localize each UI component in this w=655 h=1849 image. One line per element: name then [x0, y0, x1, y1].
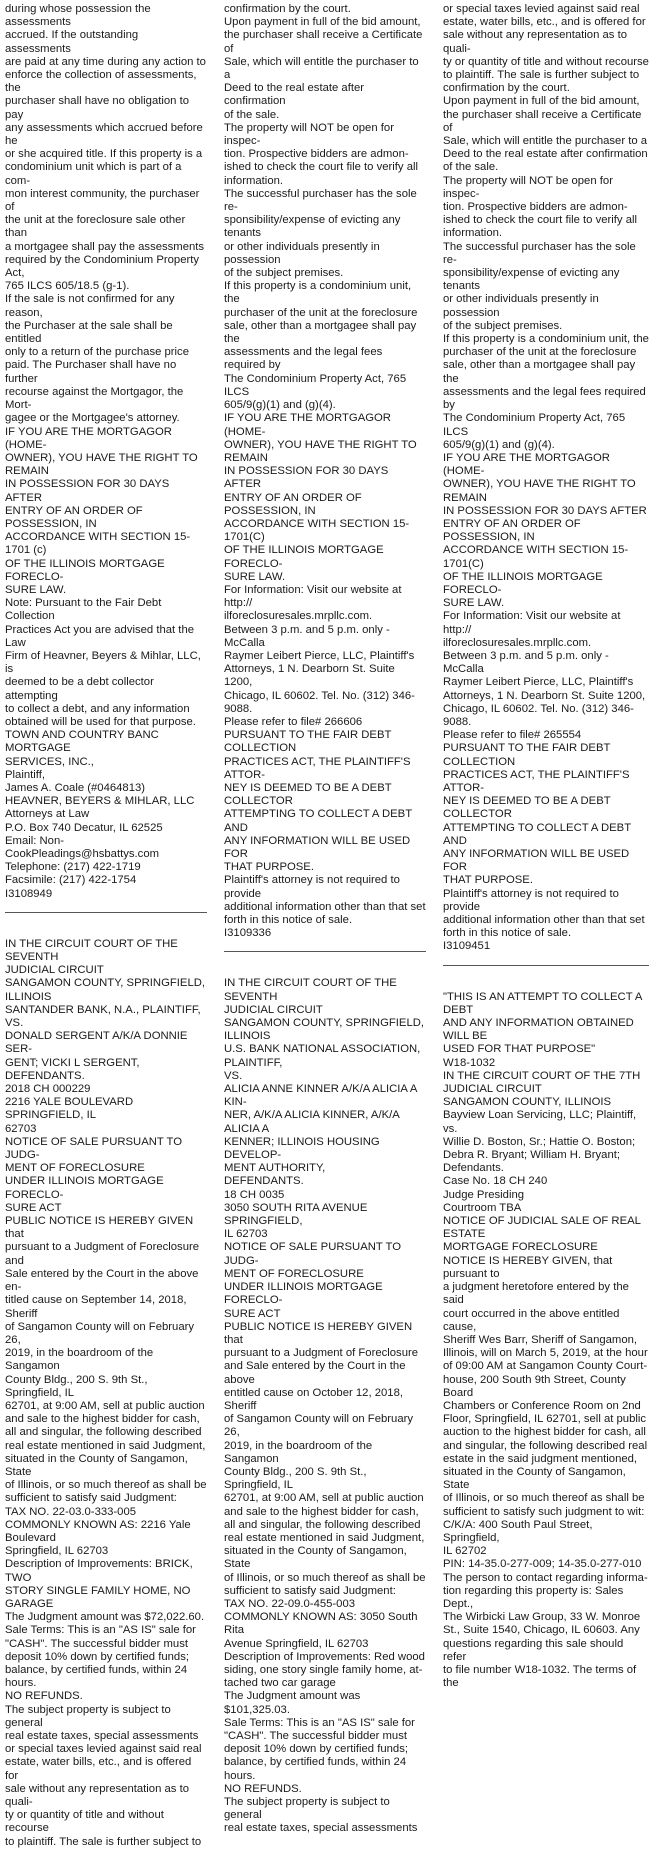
text-line: deposit 10% down by certified funds;: [5, 1650, 189, 1663]
text-line: purchaser shall have no obligation to pay: [5, 95, 190, 121]
text-line: COMMONLY KNOWN AS: 2216 Yale: [5, 1518, 191, 1531]
text-line: I3109451: [443, 940, 491, 953]
text-line: KENNER; ILLINOIS HOUSING DEVELOP-: [224, 1135, 380, 1162]
text-line: For Information: Visit our website at http://: [443, 610, 621, 636]
text-line: Chicago, IL 60602. Tel. No. (312) 346-9088.: [224, 689, 415, 715]
text-line: W18-1032: [443, 1056, 496, 1069]
text-line: additional information other than that set: [224, 900, 426, 913]
text-line: ilforeclosuresales.mrpllc.com.: [443, 636, 592, 649]
text-line: SURE LAW.: [224, 570, 286, 583]
text-line: pursuant to a Judgment of Foreclosure and: [5, 1241, 200, 1267]
text-line: "THIS IS AN ATTEMPT TO COLLECT A DEBT: [443, 990, 642, 1016]
foreclosure-notice-bayview: [443, 991, 649, 1691]
text-line: ANY INFORMATION WILL BE USED FOR: [224, 834, 411, 860]
text-line: sale, other than a mortgagee shall pay the: [443, 359, 636, 385]
text-line: U.S. BANK NATIONAL ASSOCIATION,: [224, 1043, 421, 1056]
text-line: estate, water bills, etc., and is offered for: [5, 1756, 192, 1782]
text-line: ATTEMPTING TO COLLECT A DEBT AND: [224, 808, 412, 834]
text-line: SURE ACT: [224, 1307, 281, 1320]
text-line: STORY SINGLE FAMILY HOME, NO GARAGE: [5, 1584, 191, 1610]
text-line: SURE LAW.: [443, 597, 505, 610]
text-line: "CASH". The successful bidder must: [5, 1637, 188, 1650]
text-line: vs.: [443, 1122, 458, 1135]
text-line: situated in the County of Sangamon, State: [443, 1465, 626, 1492]
notice-separator: [5, 912, 207, 913]
text-line: required by the Condominium Property Act,: [5, 253, 200, 280]
text-line: the unit at the foreclosure sale other than: [5, 214, 186, 240]
text-line: SURE LAW.: [5, 583, 67, 596]
text-line: any assessments which accrued before he: [5, 121, 203, 148]
text-line: DONALD SERGENT A/K/A DONNIE SER-: [5, 1030, 188, 1056]
text-line: Telephone: (217) 422-1719: [5, 861, 141, 874]
text-line: real estate taxes, special assessments: [5, 1730, 199, 1742]
text-line: 2216 YALE BOULEVARD SPRINGFIELD, IL: [5, 1096, 134, 1122]
text-line: ILLINOIS: [224, 1030, 271, 1043]
text-line: tion. Prospective bidders are admon-: [443, 201, 628, 214]
text-line: MENT AUTHORITY,: [224, 1162, 326, 1175]
text-line: St., Suite 1540, Chicago, IL 60603. Any: [443, 1624, 640, 1637]
text-line: Floor, Springfield, IL 62701, sell at public: [443, 1413, 647, 1426]
text-line: THAT PURPOSE.: [443, 874, 533, 887]
text-line: Chicago, IL 60602. Tel. No. (312) 346-9088.: [443, 702, 634, 728]
text-line: PURSUANT TO THE FAIR DEBT COLLECTION: [224, 729, 392, 755]
text-line: Boulevard: [5, 1531, 56, 1544]
text-line: DEFENDANTS.: [224, 1175, 304, 1188]
text-line: real estate taxes, special assessments: [224, 1822, 418, 1835]
text-line: Plaintiff's attorney is not required to provide: [443, 887, 619, 913]
text-line: 62701, at 9:00 AM, sell at public auction: [5, 1399, 205, 1412]
text-line: and sale to the highest bidder for cash,: [5, 1413, 200, 1426]
text-line: of the sale.: [224, 108, 280, 121]
text-line: sufficient to satisfy said Judgment:: [224, 1584, 396, 1597]
column-1: [5, 3, 207, 1849]
text-line: Springfield, IL 62703: [5, 1545, 109, 1558]
text-line: ty or quantity of title and without recourse: [5, 1809, 164, 1835]
text-line: Note: Pursuant to the Fair Debt Collection: [5, 597, 162, 623]
text-line: The Condominium Property Act, 765 ILCS: [224, 372, 407, 398]
text-line: IF YOU ARE THE MORTGAGOR (HOME-: [5, 425, 172, 451]
text-line: gagee or the Mortgagee's attorney.: [5, 412, 180, 425]
text-line: all and singular, the following described: [224, 1518, 421, 1531]
notice-separator: [224, 951, 426, 952]
text-line: Bayview Loan Servicing, LLC; Plaintiff,: [443, 1109, 637, 1122]
text-line: OWNER), YOU HAVE THE RIGHT TO REMAIN: [224, 438, 417, 464]
text-line: The Judgment amount was $101,325.03.: [224, 1690, 361, 1716]
text-line: estate, water bills, etc., and is offered for: [443, 16, 646, 29]
text-line: auction to the highest bidder for cash, all: [443, 1426, 646, 1439]
text-line: IF YOU ARE THE MORTGAGOR (HOME-: [443, 451, 610, 478]
text-line: of Illinois, or so much thereof as shall be: [5, 1479, 207, 1492]
text-line: PRACTICES ACT, THE PLAINTIFF'S ATTOR-: [224, 755, 411, 781]
text-line: VS.: [5, 1017, 24, 1030]
text-line: AND ANY INFORMATION OBTAINED WILL BE: [443, 1017, 634, 1043]
text-line: UNDER ILLINOIS MORTGAGE FORECLO-: [224, 1281, 383, 1307]
text-line: all and singular, the following described: [5, 1426, 202, 1439]
text-line: JUDICIAL CIRCUIT: [443, 1083, 542, 1096]
text-line: during whose possession the assessments: [5, 3, 151, 29]
text-line: 2019, in the boardroom of the Sangamon: [224, 1439, 373, 1465]
text-line: ished to check the court file to verify all: [443, 214, 638, 227]
text-line: house, 200 South 9th Street, County Board: [443, 1373, 626, 1399]
column-2: [224, 3, 426, 1836]
text-line: the Purchaser at the sale shall be entitled: [5, 319, 173, 346]
text-line: deposit 10% down by certified funds;: [224, 1743, 408, 1756]
text-line: to plaintiff. The sale is further subject to: [443, 69, 640, 82]
text-line: County Bldg., 200 S. 9th St., Springfield, IL: [224, 1465, 367, 1492]
text-line: confirmation by the court.: [443, 82, 570, 95]
text-line: Sale entered by the Court in the above en-: [5, 1267, 199, 1294]
text-line: assessments and the legal fees required by: [443, 385, 646, 412]
text-line: situated in the County of Sangamon, State: [224, 1545, 407, 1571]
text-line: James A. Coale (#0464813): [5, 781, 146, 794]
text-line: Deed to the real estate after confirmation: [443, 148, 648, 161]
foreclosure-notice-us-bank: [224, 977, 426, 1835]
text-line: are paid at any time during any action to: [5, 55, 206, 68]
text-line: MORTGAGE FORECLOSURE: [443, 1241, 598, 1254]
text-line: Facsimile: (217) 422-1754: [5, 874, 137, 887]
text-line: information.: [224, 174, 284, 187]
text-line: Plaintiff's attorney is not required to provide: [224, 874, 400, 900]
text-line: forth in this notice of sale.: [224, 914, 353, 927]
text-line: and singular, the following described real: [443, 1439, 648, 1452]
text-line: questions regarding this sale should refer: [443, 1637, 624, 1663]
text-line: Illinois, will on March 5, 2019, at the hour: [443, 1347, 648, 1360]
text-line: or special taxes levied against said real: [443, 3, 640, 15]
text-line: THAT PURPOSE.: [224, 861, 314, 874]
text-line: 18 CH 0035: [224, 1188, 285, 1201]
text-line: Please refer to file# 265554: [443, 729, 582, 742]
text-line: ilforeclosuresales.mrpllc.com.: [224, 610, 373, 623]
text-line: IN POSSESSION FOR 30 DAYS AFTER: [224, 465, 389, 491]
text-line: NOTICE OF SALE PURSUANT TO JUDG-: [224, 1241, 402, 1267]
text-line: Email: Non-CookPleadings@hsbattys.com: [5, 834, 160, 860]
text-line: sponsibility/expense of evicting any tenants: [224, 214, 401, 240]
text-line: ATTEMPTING TO COLLECT A DEBT AND: [443, 821, 631, 847]
text-line: IN THE CIRCUIT COURT OF THE 7TH: [443, 1069, 641, 1082]
text-line: sale, other than a mortgagee shall pay the: [224, 319, 417, 346]
text-line: purchaser of the unit at the foreclosure: [224, 306, 418, 319]
text-line: IN THE CIRCUIT COURT OF THE SEVENTH: [5, 937, 178, 964]
text-line: OWNER), YOU HAVE THE RIGHT TO REMAIN: [443, 478, 636, 504]
text-line: Description of Improvements: BRICK, TWO: [5, 1558, 193, 1584]
text-line: mon interest community, the purchaser of: [5, 187, 200, 214]
text-line: or other individuals presently in possession: [443, 293, 599, 319]
text-line: For Information: Visit our website at http://: [224, 583, 402, 610]
text-line: IL 62703: [224, 1228, 268, 1241]
notice-continuation: [5, 3, 207, 901]
text-line: sufficient to satisfy such judgment to wit:: [443, 1505, 645, 1518]
text-line: County Bldg., 200 S. 9th St., Springfield, IL: [5, 1373, 148, 1399]
text-line: 62703: [5, 1122, 37, 1135]
text-line: NEY IS DEEMED TO BE A DEBT COLLECTOR: [224, 781, 392, 808]
text-line: COMMONLY KNOWN AS: 3050 South Rita: [224, 1611, 418, 1637]
text-line: Defendants.: [443, 1162, 504, 1175]
text-line: MENT OF FORECLOSURE: [5, 1162, 145, 1175]
text-line: 605/9(g)(1) and (g)(4).: [224, 399, 336, 412]
text-line: ished to check the court file to verify all: [224, 161, 419, 174]
text-line: information.: [443, 227, 503, 240]
text-line: real estate mentioned in said Judgment,: [5, 1439, 206, 1452]
text-line: PUBLIC NOTICE IS HEREBY GIVEN that: [224, 1320, 413, 1346]
text-line: The subject property is subject to general: [5, 1703, 171, 1729]
text-line: SANGAMON COUNTY, SPRINGFIELD,: [5, 977, 206, 990]
text-line: P.O. Box 740 Decatur, IL 62525: [5, 821, 163, 834]
text-line: SURE ACT: [5, 1201, 62, 1214]
text-line: Upon payment in full of the bid amount,: [443, 95, 640, 108]
text-line: PURSUANT TO THE FAIR DEBT COLLECTION: [443, 742, 611, 768]
text-line: Deed to the real estate after confirmation: [224, 82, 365, 108]
text-line: estate in the said judgment mentioned,: [443, 1452, 638, 1465]
text-line: paid. The Purchaser shall have no further: [5, 359, 177, 385]
text-line: The successful purchaser has the sole re-: [443, 240, 636, 266]
text-line: SANTANDER BANK, N.A., PLAINTIFF,: [5, 1003, 201, 1016]
text-line: Avenue Springfield, IL 62703: [224, 1637, 369, 1650]
text-line: IL 62702: [443, 1545, 487, 1558]
text-line: Practices Act you are advised that the Law: [5, 623, 195, 649]
text-line: NOTICE OF JUDICIAL SALE OF REAL: [443, 1215, 641, 1228]
text-line: VS.: [224, 1069, 243, 1082]
text-line: ANY INFORMATION WILL BE USED FOR: [443, 848, 630, 874]
text-line: Plaintiff,: [5, 768, 45, 781]
text-line: of the subject premises.: [224, 267, 344, 280]
text-line: obtained will be used for that purpose.: [5, 715, 196, 728]
text-line: JUDICIAL CIRCUIT: [5, 964, 104, 977]
text-line: pursuant to a Judgment of Foreclosure: [224, 1347, 419, 1360]
text-line: MENT OF FORECLOSURE: [224, 1267, 364, 1280]
text-line: Raymer Leibert Pierce, LLC, Plaintiff's: [443, 676, 634, 689]
text-line: the purchaser shall receive a Certificate of: [224, 29, 423, 55]
text-line: Sale, which will entitle the purchaser to a: [443, 135, 648, 148]
text-line: The successful purchaser has the sole re-: [224, 187, 417, 214]
text-line: confirmation by the court.: [224, 3, 351, 15]
text-line: 605/9(g)(1) and (g)(4).: [443, 438, 555, 451]
text-line: of the sale.: [443, 161, 499, 174]
text-line: recourse against the Mortgagor, the Mort-: [5, 385, 184, 412]
text-line: a mortgagee shall pay the assessments: [5, 240, 205, 253]
text-line: NER, A/K/A ALICIA KINNER, A/K/A ALICIA A: [224, 1109, 400, 1135]
text-line: ILLINOIS: [5, 990, 52, 1003]
text-line: Case No. 18 CH 240: [443, 1175, 548, 1188]
notice-separator: [443, 965, 649, 966]
text-line: 2019, in the boardroom of the Sangamon: [5, 1347, 154, 1373]
text-line: and Sale entered by the Court in the above: [224, 1360, 406, 1386]
notice-continuation: [224, 3, 426, 940]
text-line: SANGAMON COUNTY, SPRINGFIELD,: [224, 1017, 425, 1030]
text-line: 3050 SOUTH RITA AVENUE SPRINGFIELD,: [224, 1201, 368, 1228]
text-line: ENTRY OF AN ORDER OF POSSESSION, IN: [224, 491, 362, 517]
text-line: TAX NO. 22-09.0-455-003: [224, 1597, 356, 1610]
text-line: TOWN AND COUNTRY BANC MORTGAGE: [5, 729, 159, 755]
text-line: UNDER ILLINOIS MORTGAGE FORECLO-: [5, 1175, 164, 1201]
text-line: Sale Terms: This is an "AS IS" sale for: [224, 1716, 415, 1729]
text-line: Firm of Heavner, Beyers & Mihlar, LLC, is: [5, 649, 201, 676]
text-line: OWNER), YOU HAVE THE RIGHT TO REMAIN: [5, 451, 198, 478]
text-line: The person to contact regarding informa-: [443, 1571, 648, 1584]
text-line: ACCORDANCE WITH SECTION 15-1701(C): [443, 544, 629, 570]
text-line: ENTRY OF AN ORDER OF POSSESSION, IN: [5, 504, 143, 530]
text-line: of 09:00 AM at Sangamon County Court-: [443, 1360, 648, 1373]
text-line: NOTICE IS HEREBY GIVEN, that pursuant to: [443, 1254, 613, 1280]
foreclosure-notice-santander: [5, 938, 207, 1849]
text-line: I3109336: [224, 927, 272, 940]
column-3: [443, 3, 649, 1690]
text-line: additional information other than that set: [443, 914, 645, 927]
text-line: ENTRY OF AN ORDER OF POSSESSION, IN: [443, 517, 581, 544]
text-line: PIN: 14-35.0-277-009; 14-35.0-277-010: [443, 1558, 642, 1571]
text-line: OF THE ILLINOIS MORTGAGE FORECLO-: [443, 570, 603, 596]
text-line: ACCORDANCE WITH SECTION 15-1701(C): [224, 517, 410, 544]
text-line: to plaintiff. The sale is further subject to: [5, 1835, 202, 1848]
text-line: SANGAMON COUNTY, ILLINOIS: [443, 1096, 612, 1109]
text-line: I3108949: [5, 887, 53, 900]
text-line: sale without any representation as to quali-: [443, 29, 627, 55]
text-line: Sale Terms: This is an "AS IS" sale for: [5, 1624, 196, 1637]
text-line: tion. Prospective bidders are admon-: [224, 148, 409, 161]
text-line: or she acquired title. If this property is a: [5, 148, 203, 161]
text-line: sufficient to satisfy said Judgment:: [5, 1492, 177, 1505]
text-line: The subject property is subject to general: [224, 1796, 390, 1822]
text-line: sale without any representation as to quali-: [5, 1782, 189, 1809]
text-line: Upon payment in full of the bid amount,: [224, 16, 421, 29]
text-line: Sheriff Wes Barr, Sheriff of Sangamon,: [443, 1333, 638, 1346]
text-line: NO REFUNDS.: [5, 1690, 83, 1703]
text-line: IN THE CIRCUIT COURT OF THE SEVENTH: [224, 977, 397, 1003]
text-line: IN POSSESSION FOR 30 DAYS AFTER: [443, 504, 647, 517]
text-line: condominium unit which is part of a com-: [5, 161, 182, 187]
text-line: HEAVNER, BEYERS & MIHLAR, LLC: [5, 795, 195, 808]
text-line: or other individuals presently in possession: [224, 240, 380, 266]
text-line: The Condominium Property Act, 765 ILCS: [443, 412, 626, 438]
text-line: NO REFUNDS.: [224, 1782, 302, 1795]
text-line: USED FOR THAT PURPOSE": [443, 1043, 596, 1056]
text-line: The property will NOT be open for inspec-: [224, 121, 394, 148]
text-line: NOTICE OF SALE PURSUANT TO JUDG-: [5, 1135, 183, 1162]
text-line: situated in the County of Sangamon, State: [5, 1452, 188, 1478]
text-line: forth in this notice of sale.: [443, 927, 572, 940]
text-line: accrued. If the outstanding assessments: [5, 29, 139, 55]
text-line: NEY IS DEEMED TO BE A DEBT COLLECTOR: [443, 795, 611, 821]
text-line: PRACTICES ACT, THE PLAINTIFF'S ATTOR-: [443, 768, 630, 794]
text-line: 765 ILCS 605/18.5 (g-1).: [5, 280, 130, 293]
text-line: Sale, which will entitle the purchaser to a: [224, 55, 419, 82]
text-line: OF THE ILLINOIS MORTGAGE FORECLO-: [224, 544, 384, 570]
text-line: or special taxes levied against said real: [5, 1743, 202, 1756]
text-line: ty or quantity of title and without recourse: [443, 55, 649, 68]
notice-continuation: [443, 3, 649, 954]
text-line: of Sangamon County will on February 26,: [5, 1320, 195, 1346]
text-line: Chambers or Conference Room on 2nd: [443, 1399, 641, 1412]
text-line: ACCORDANCE WITH SECTION 15-1701 (c): [5, 531, 191, 557]
text-line: to file number W18-1032. The terms of the: [443, 1663, 637, 1690]
text-line: only to a return of the purchase price: [5, 346, 189, 359]
text-line: TAX NO. 22-03.0-333-005: [5, 1505, 137, 1518]
text-line: Courtroom TBA: [443, 1201, 522, 1214]
text-line: tion regarding this property is: Sales Dept.,: [443, 1584, 624, 1610]
text-line: C/K/A: 400 South Paul Street, Springfield,: [443, 1518, 593, 1544]
text-line: entitled cause on October 12, 2018, Sheriff: [224, 1386, 403, 1412]
text-line: 2018 CH 000229: [5, 1083, 91, 1096]
text-line: a judgment heretofore entered by the said: [443, 1281, 629, 1307]
text-line: ESTATE: [443, 1228, 486, 1241]
text-line: to collect a debt, and any information: [5, 702, 190, 715]
text-line: deemed to be a debt collector attempting: [5, 676, 154, 702]
text-line: balance, by certified funds, within 24 hours.: [224, 1756, 407, 1782]
text-line: Judge Presiding: [443, 1188, 525, 1201]
text-line: of Sangamon County will on February 26,: [224, 1413, 414, 1439]
text-line: PUBLIC NOTICE IS HEREBY GIVEN that: [5, 1215, 194, 1241]
text-line: purchaser of the unit at the foreclosure: [443, 346, 637, 359]
text-line: "CASH". The successful bidder must: [224, 1730, 407, 1742]
text-line: and sale to the highest bidder for cash,: [224, 1505, 419, 1518]
text-line: Attorneys, 1 N. Dearborn St. Suite 1200,: [443, 689, 646, 702]
text-line: tached two car garage: [224, 1677, 336, 1690]
text-line: balance, by certified funds, within 24 hours.: [5, 1663, 188, 1690]
text-line: Willie D. Boston, Sr.; Hattie O. Boston;: [443, 1135, 636, 1148]
text-line: PLAINTIFF,: [224, 1056, 283, 1069]
text-line: IF YOU ARE THE MORTGAGOR (HOME-: [224, 412, 391, 438]
text-line: real estate mentioned in said Judgment,: [224, 1531, 425, 1544]
text-line: enforce the collection of assessments, the: [5, 69, 197, 95]
text-line: the purchaser shall receive a Certificate of: [443, 108, 642, 134]
text-line: JUDICIAL CIRCUIT: [224, 1003, 323, 1016]
text-line: The property will NOT be open for inspec-: [443, 174, 613, 200]
text-line: Please refer to file# 266606: [224, 715, 363, 728]
text-line: Description of Improvements: Red wood: [224, 1650, 425, 1663]
text-line: Between 3 p.m. and 5 p.m. only - McCalla: [224, 623, 390, 649]
text-line: of Illinois, or so much thereof as shall be: [224, 1571, 426, 1584]
text-line: ALICIA ANNE KINNER A/K/A ALICIA A KIN-: [224, 1083, 417, 1109]
text-line: If this property is a condominium unit, the: [224, 280, 412, 306]
text-line: OF THE ILLINOIS MORTGAGE FORECLO-: [5, 557, 165, 583]
text-line: 62701, at 9:00 AM, sell at public auction: [224, 1492, 424, 1505]
text-line: GENT; VICKI L SERGENT, DEFENDANTS.: [5, 1056, 140, 1082]
text-line: Between 3 p.m. and 5 p.m. only - McCalla: [443, 649, 609, 676]
text-line: If this property is a condominium unit, the: [443, 333, 649, 346]
text-line: If the sale is not confirmed for any reason,: [5, 293, 175, 319]
text-line: The Wirbicki Law Group, 33 W. Monroe: [443, 1611, 641, 1624]
text-line: of Illinois, or so much thereof as shall be: [443, 1492, 645, 1505]
text-line: Raymer Leibert Pierce, LLC, Plaintiff's: [224, 649, 415, 662]
text-line: IN POSSESSION FOR 30 DAYS AFTER: [5, 478, 170, 504]
text-line: of the subject premises.: [443, 319, 563, 332]
text-line: Attorneys at Law: [5, 808, 90, 821]
text-line: siding, one story single family home, at-: [224, 1663, 423, 1676]
text-line: The Judgment amount was $72,022.60.: [5, 1611, 205, 1624]
text-line: Attorneys, 1 N. Dearborn St. Suite 1200,: [224, 663, 395, 689]
text-line: SERVICES, INC.,: [5, 755, 94, 768]
text-line: sponsibility/expense of evicting any tenants: [443, 267, 620, 293]
text-line: court occurred in the above entitled cause,: [443, 1307, 620, 1333]
text-line: assessments and the legal fees required by: [224, 346, 383, 372]
text-line: Debra R. Bryant; William H. Bryant;: [443, 1149, 621, 1162]
text-line: titled cause on September 14, 2018, Sheriff: [5, 1294, 187, 1320]
